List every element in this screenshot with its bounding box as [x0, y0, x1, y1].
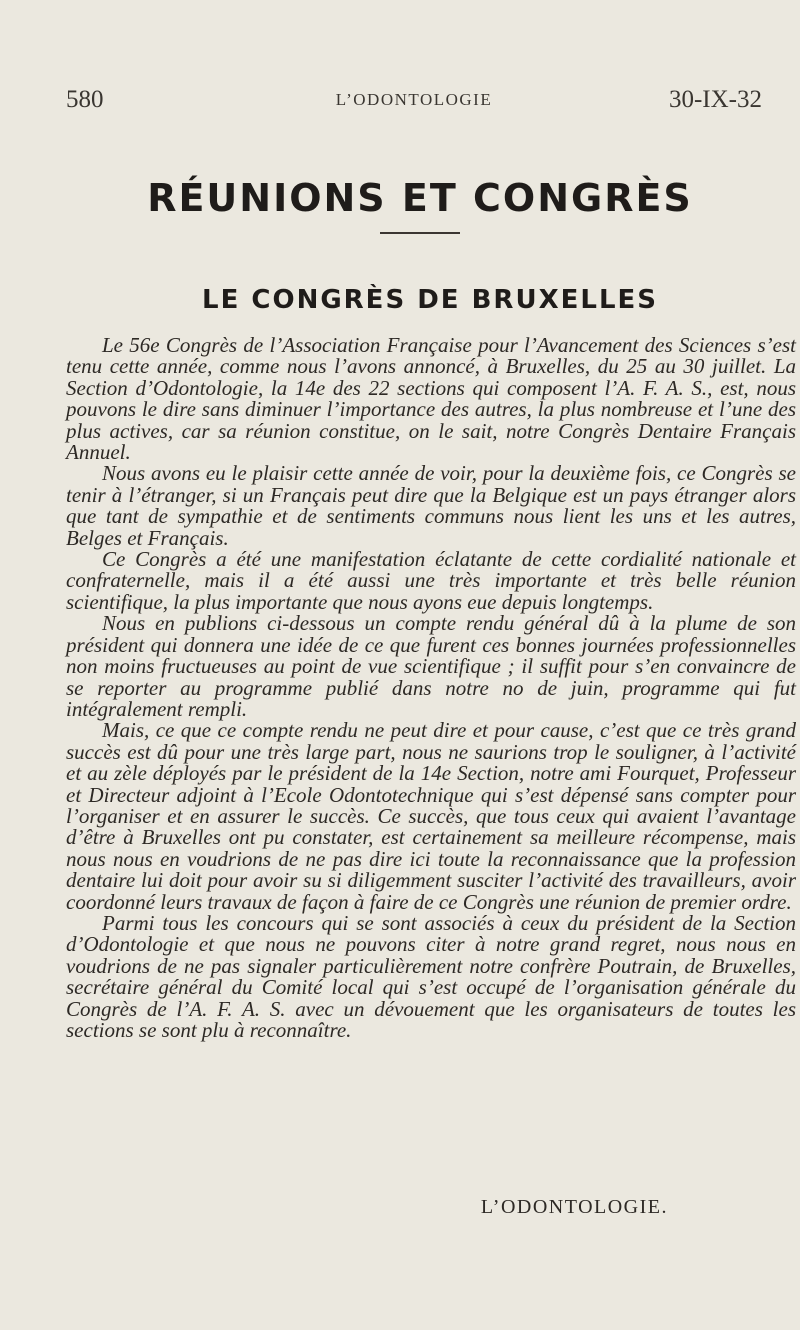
paragraph-3: Ce Congrès a été une manifestation éclatante de cette cordialité nationale et confraternelle, mais il a été aussi une très importante et très belle réunion scientifique, la plus importante que nous ayons eue depuis longtemps.	[66, 547, 796, 614]
issue-date: 30-IX-32	[668, 86, 762, 113]
article-body	[66, 335, 796, 1041]
journal-name: L’ODONTOLOGIE	[335, 90, 493, 109]
section-title: RÉUNIONS ET CONGRÈS	[147, 176, 693, 220]
article-title: LE CONGRÈS DE BRUXELLES	[202, 285, 658, 315]
title-divider	[380, 232, 460, 234]
paragraph-5: Mais, ce que ce compte rendu ne peut dire et pour cause, c’est que ce très grand succès est dû pour une très large part, nous ne saurions trop le souligner, à l’activité et au zèle déployés par le président de la 14e Section, notre ami Fourquet, Professeur et Directeur adjoint à l’Ecole Odontotechnique qui s’est dépensé sans compter pour l’organiser et en assurer le succès. Ce succès, que tous ceux qui avaient l’avantage d’être à Bruxelles ont pu constater, est certainement sa meilleure récompense, mais nous nous en voudrions de ne pas dire ici toute la reconnaissance que la profession dentaire lui doit pour avoir su si diligemment susciter l’activité des travailleurs, avoir coordonné leurs travaux de façon à faire de ce Congrès une réunion de premier ordre.	[66, 718, 796, 914]
signature: L’ODONTOLOGIE.	[480, 1196, 668, 1218]
paragraph-1: Le 56e Congrès de l’Association Française pour l’Avancement des Sciences s’est tenu cette année, comme nous l’avons annoncé, à Bruxelles, du 25 au 30 juillet. La Section d’Odontologie, la 14e des 22 sections qui composent l’A. F. A. S., est, nous pouvons le dire sans diminuer l’importance des autres, la plus nombreuse et l’une des plus actives, car sa réunion constitue, on le sait, notre Congrès Dentaire Français Annuel.	[66, 333, 796, 465]
paragraph-6: Parmi tous les concours qui se sont associés à ceux du président de la Section d’Odontologie et que nous ne pouvons citer à notre grand regret, nous nous en voudrions de ne pas signaler particulièrement notre confrère Poutrain, de Bruxelles, secrétaire général du Comité local qui s’est occupé de l’organisation générale du Congrès de l’A. F. A. S. avec un dévouement que les organisateurs de toutes les sections se sont plu à reconnaître.	[66, 910, 796, 1042]
running-header	[66, 86, 762, 126]
page-number: 580	[66, 86, 104, 113]
paragraph-2: Nous avons eu le plaisir cette année de voir, pour la deuxième fois, ce Congrès se tenir à l’étranger, si un Français peut dire que la Belgique est un pays étranger alors que tant de sympathie et de sentiments communs nous lient les uns et les autres, Belges et Français.	[66, 461, 796, 550]
paragraph-4: Nous en publions ci-dessous un compte rendu général dû à la plume de son président qui donnera une idée de ce que furent ces bonnes journées professionnelles non moins fructueuses au point de vue scientifique ; il suffit pour s’en convaincre de se reporter au programme publié dans notre no de juin, programme qui fut intégralement rempli.	[66, 611, 796, 721]
